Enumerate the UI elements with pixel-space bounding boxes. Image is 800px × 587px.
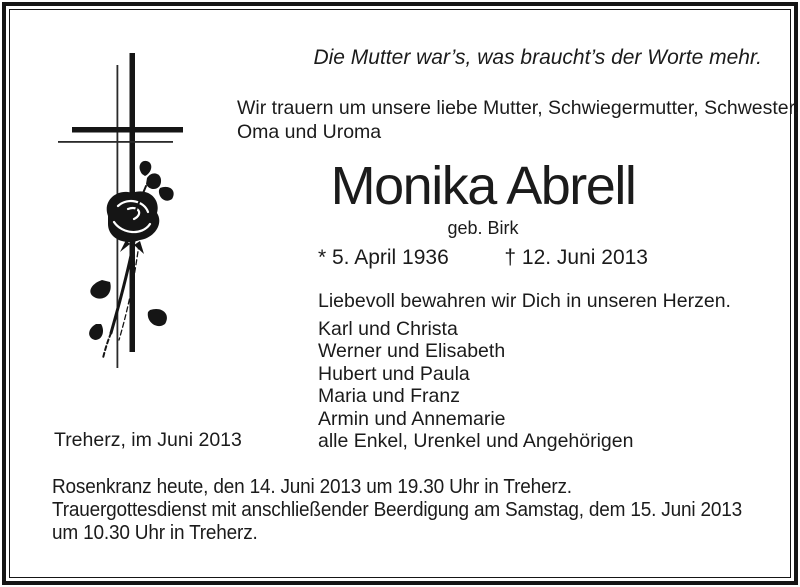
mourner-line: Maria und Franz xyxy=(318,385,460,408)
announcement-line: Rosenkranz heute, den 14. Juni 2013 um 19.30 Uhr in Treherz. xyxy=(52,476,572,498)
announcement-line: Trauergottesdienst mit anschließender Beerdigung am Samstag, dem 15. Juni 2013 xyxy=(52,499,742,521)
mourner-line: Karl und Christa xyxy=(318,318,458,340)
mourner-line: alle Enkel, Urenkel und Angehörigen xyxy=(318,430,634,453)
deceased-block xyxy=(318,158,648,270)
birth-date: * 5. April 1936 xyxy=(318,246,449,269)
announcement-line: um 10.30 Uhr in Treherz. xyxy=(52,522,258,544)
epigraph-quote: Die Mutter war’s, was braucht’s der Worte mehr. xyxy=(313,46,762,69)
mourners-list xyxy=(318,318,633,452)
service-announcements xyxy=(52,476,742,545)
intro-line: Oma und Uroma xyxy=(237,121,382,143)
death-date: † 12. Juni 2013 xyxy=(504,246,648,269)
mourner-line: Hubert und Paula xyxy=(318,362,470,385)
place-and-date: Treherz, im Juni 2013 xyxy=(54,429,242,451)
mourner-line: Werner und Elisabeth xyxy=(318,340,506,363)
mourner-line: Armin und Annemarie xyxy=(318,407,506,430)
life-dates xyxy=(318,246,648,270)
deceased-name: Monika Abrell xyxy=(330,156,636,216)
intro-line: Wir trauern um unsere liebe Mutter, Schwiegermutter, Schwester, xyxy=(237,97,800,119)
maiden-name: geb. Birk xyxy=(447,218,519,238)
cross-and-rose-icon xyxy=(50,46,200,376)
intro-text xyxy=(237,96,799,144)
tribute-line: Liebevoll bewahren wir Dich in unseren Herzen. xyxy=(318,290,731,312)
